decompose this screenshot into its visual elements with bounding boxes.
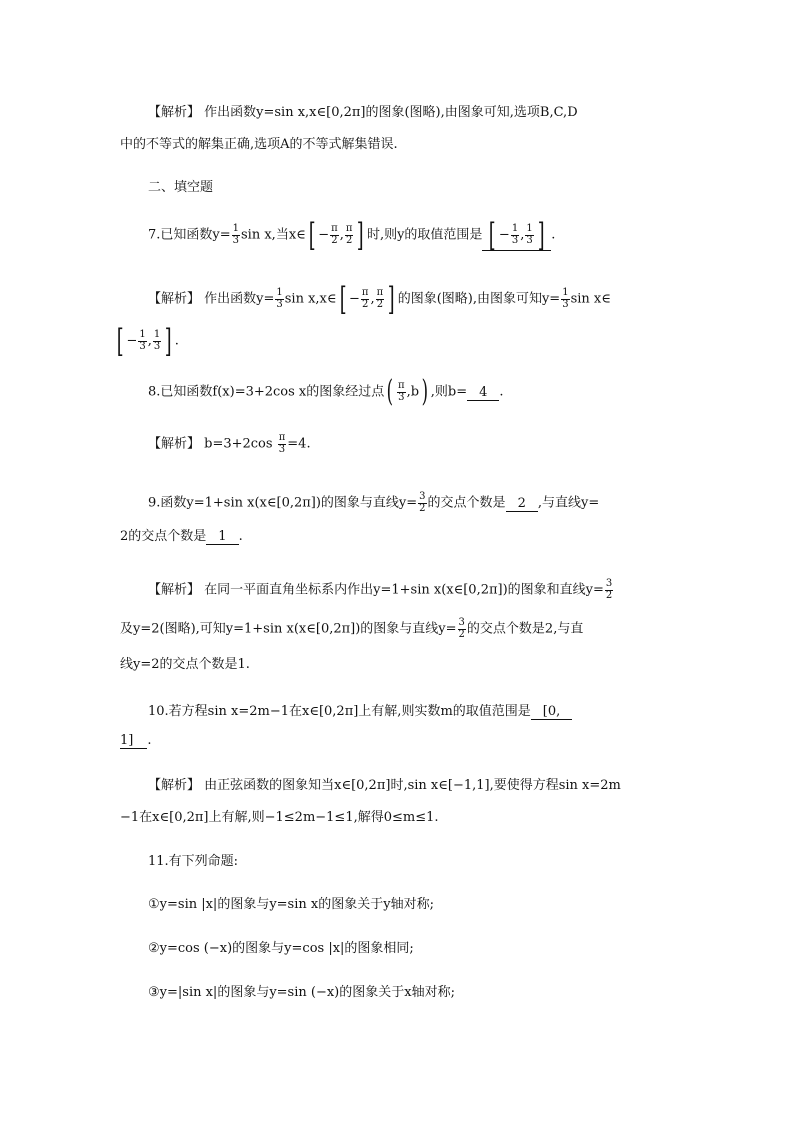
solution-9-line-3: 线y=2的交点个数是1.: [120, 657, 250, 672]
answer-blank-8: 4: [467, 386, 499, 401]
question-11-title: 11.有下列命题:: [148, 854, 239, 869]
solution-10-line-1: 【解析】 由正弦函数的图象知当x∈[0,2π]时,sin x∈[−1,1],要使得方程sin x=2m: [148, 778, 621, 793]
question-7: 7.已知函数y= $\frac{1}{3}$ sin x,当x∈[ − $\frac{\pi}{2}$ , $\frac{\pi}{2}$ ] 时,则y的取值范围是 [ − $\frac{1}{3}$ , $\frac{1}{3}$ ] .: [148, 216, 556, 254]
fraction-pi-over-two: $\frac{\pi}{2}$: [345, 223, 353, 246]
answer-blank-7: [ − $\frac{1}{3}$ , $\frac{1}{3}$ ]: [482, 220, 551, 251]
question-11-item-1: ①y=sin |x|的图象与y=sin x的图象关于y轴对称;: [148, 897, 434, 912]
solution-6-line-1: 【解析】 作出函数y=sin x,x∈[0,2π]的图象(图略),由图象可知,选项B,C,D: [148, 105, 578, 120]
answer-blank-9a: 2: [506, 497, 538, 512]
fraction-pi-over-two: $\frac{\pi}{2}$: [331, 223, 338, 246]
solution-9-line-1: 【解析】 在同一平面直角坐标系内作出y=1+sin x(x∈[0,2π])的图象和直线y= $\frac{3}{2}$: [148, 578, 613, 601]
section-title: 二、填空题: [148, 180, 214, 195]
solution-9-line-2: 及y=2(图略),可知y=1+sin x(x∈[0,2π])的图象与直线y= $\frac{3}{2}$ 的交点个数是2,与直: [120, 617, 584, 640]
question-9-line-1: 9.函数y=1+sin x(x∈[0,2π])的图象与直线y= $\frac{3}{2}$ 的交点个数是 2 ,与直线y=: [148, 491, 600, 514]
question-8: 8.已知函数f(x)=3+2cos x的图象经过点( $\frac{\pi}{3}$ ,b) ,则b= 4 .: [148, 374, 504, 409]
question-11-item-3: ③y=|sin x|的图象与y=sin (−x)的图象关于x轴对称;: [148, 985, 455, 1000]
solution-10-line-2: −1在x∈[0,2π]上有解,则−1≤2m−1≤1,解得0≤m≤1.: [120, 810, 439, 825]
answer-blank-10a: [0,: [531, 705, 572, 720]
answer-blank-9b: 1: [206, 530, 238, 545]
answer-blank-10b: 1]: [120, 734, 147, 749]
solution-7-line-2: [ − $\frac{1}{3}$ , $\frac{1}{3}$ ] .: [116, 322, 179, 360]
question-9-line-2: 2的交点个数是 1 .: [120, 529, 243, 544]
question-10-line-1: 10.若方程sin x=2m−1在x∈[0,2π]上有解,则实数m的取值范围是 [0,: [148, 705, 572, 720]
question-10-line-2: 1] .: [120, 733, 152, 748]
solution-7-line-1: 【解析】 作出函数y= $\frac{1}{3}$ sin x,x∈[ − $\frac{\pi}{2}$ , $\frac{\pi}{2}$ ] 的图象(图略),由图象可知y= $\frac{1}{3}$ sin x∈: [148, 280, 611, 318]
fraction-one-third: $\frac{1}{3}$: [232, 223, 240, 246]
solution-6-line-2: 中的不等式的解集正确,选项A的不等式解集错误.: [120, 137, 398, 152]
solution-8: 【解析】 b=3+2cos $\frac{\pi}{3}$ =4.: [148, 432, 311, 455]
question-11-item-2: ②y=cos (−x)的图象与y=cos |x|的图象相同;: [148, 941, 414, 956]
